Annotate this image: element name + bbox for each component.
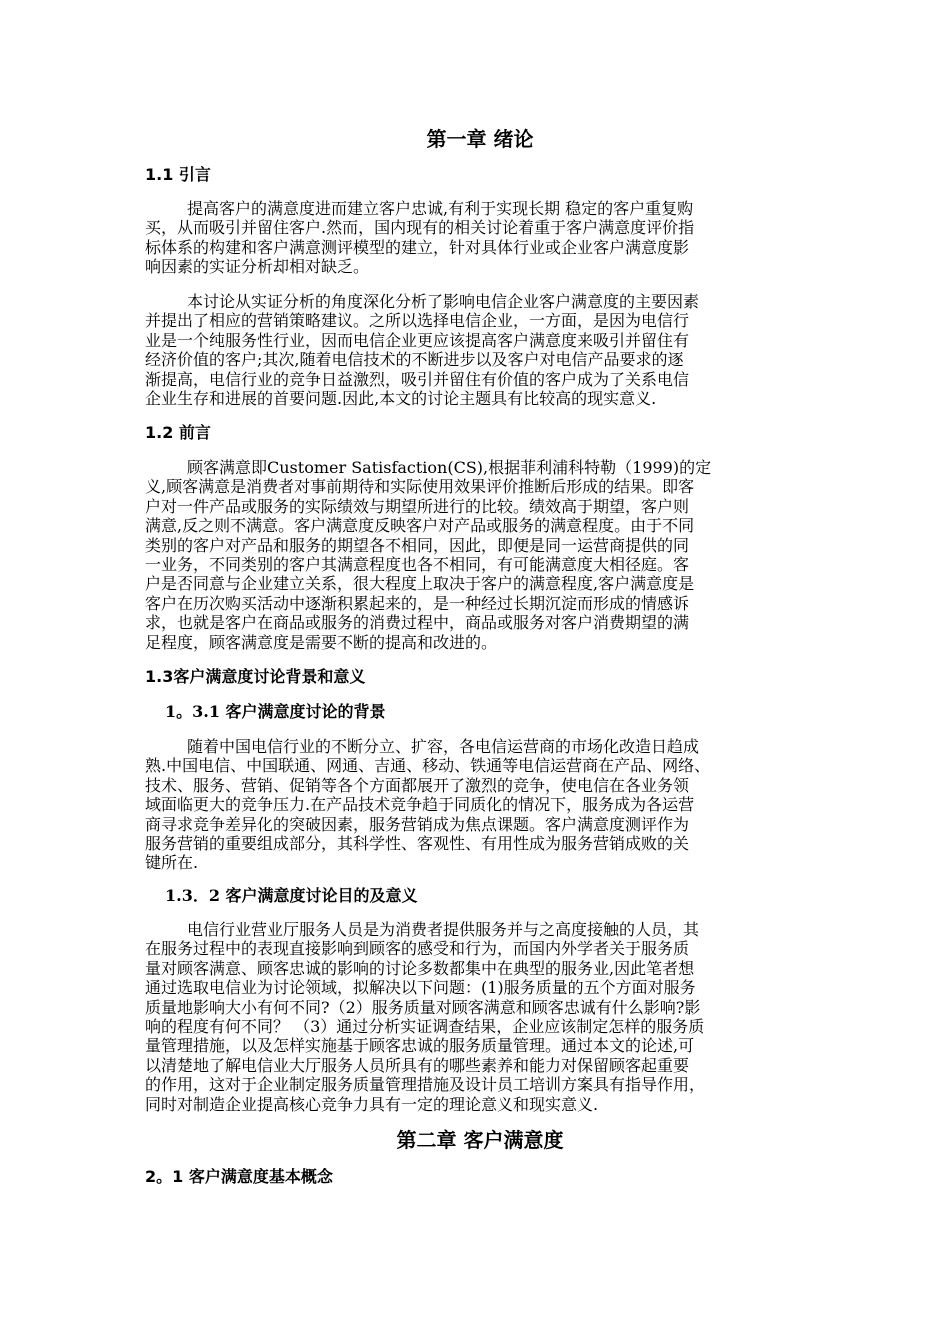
text-line: 户是否同意与企业建立关系，很大程度上取决于客户的满意程度,客户满意度是 [145, 574, 695, 594]
text-line: 企业生存和进展的首要问题.因此,本文的讨论主题具有比较高的现实意义. [145, 389, 657, 409]
section-1-1-heading: 1.1 引言 [145, 165, 211, 184]
section-2-1-heading: 2。1 客户满意度基本概念 [145, 1167, 333, 1186]
text-line: 响因素的实证分析却相对缺乏。 [145, 257, 370, 277]
text-line: 足程度，顾客满意度是需要不断的提高和改进的。 [145, 632, 498, 652]
text-line: 量管理措施，以及怎样实施基于顾客忠诚的服务质量管理。通过本文的论述,可 [145, 1036, 695, 1056]
section-1-2-paragraph-1 [145, 458, 815, 652]
text-line: 标体系的构建和客户满意测评模型的建立，针对具体行业或企业客户满意度影 [145, 237, 690, 257]
text-line: 量对顾客满意、顾客忠诚的影响的讨论多数都集中在典型的服务业,因此笔者想 [145, 958, 695, 978]
text-line: 满意,反之则不满意。客户满意度反映客户对产品或服务的满意程度。由于不同 [145, 516, 695, 536]
section-1-3-1-heading: 1。3.1 客户满意度讨论的背景 [165, 702, 386, 721]
section-1-1-paragraph-2 [145, 292, 815, 408]
text-line: 义,顾客满意是消费者对事前期待和实际使用效果评价推断后形成的结果。即客 [145, 477, 695, 497]
text-line: 类别的客户对产品和服务的期望各不相同，因此，即便是同一运营商提供的同 [145, 535, 690, 555]
section-1-3-2-paragraph-1 [145, 920, 815, 1114]
text-line: 以清楚地了解电信业大厅服务人员所具有的哪些素养和能力对保留顾客起重要 [145, 1055, 690, 1075]
section-1-2-heading: 1.2 前言 [145, 423, 211, 442]
text-line: 在服务过程中的表现直接影响到顾客的感受和行为，而国内外学者关于服务质 [145, 939, 690, 959]
text-line: 提高客户的满意度进而建立客户忠诚,有利于实现长期 稳定的客户重复购 [187, 199, 694, 218]
text-line: 的作用，这对于企业制定服务质量管理措施及设计员工培训方案具有指导作用， [145, 1075, 706, 1095]
text-line: 并提出了相应的营销策略建议。之所以选择电信企业，一方面，是因为电信行 [145, 311, 690, 331]
text-line: 求，也就是客户在商品或服务的消费过程中，商品或服务对客户消费期望的满 [145, 613, 690, 633]
text-line: 商寻求竞争差异化的突破因素，服务营销成为焦点课题。客户满意度测评作为 [145, 814, 690, 834]
text-line: 质量地影响大小有何不同?（2）服务质量对顾客满意和顾客忠诚有什么影响?影 [145, 997, 701, 1017]
text-line: 渐提高，电信行业的竞争日益激烈，吸引并留住有价值的客户成为了关系电信 [145, 369, 690, 389]
section-1-1-paragraph-1 [145, 199, 815, 277]
text-line: 买，从而吸引并留住客户.然而，国内现有的相关讨论着重于客户满意度评价指 [145, 218, 695, 238]
chapter-1-title: 第一章 绪论 [426, 127, 534, 151]
text-line: 熟.中国电信、中国联通、网通、吉通、移动、铁通等电信运营商在产品、网络、 [145, 756, 711, 776]
text-line: 经济价值的客户;其次,随着电信技术的不断进步以及客户对电信产品要求的逐 [145, 350, 684, 370]
text-line: 响的程度有何不同？ （3）通过分析实证调查结果，企业应该制定怎样的服务质 [145, 1017, 705, 1037]
text-line: 域面临更大的竞争压力.在产品技术竞争趋于同质化的情况下，服务成为各运营 [145, 795, 695, 815]
text-line: 随着中国电信行业的不断分立、扩容，各电信运营商的市场化改造日趋成 [187, 737, 700, 756]
chapter-2-title: 第二章 客户满意度 [396, 1128, 564, 1152]
text-line: 通过选取电信业为讨论领域，拟解决以下问题：(1)服务质量的五个方面对服务 [145, 978, 696, 998]
section-1-3-1-paragraph-1 [145, 737, 815, 873]
text-line: 顾客满意即Customer Satisfaction(CS),根据菲利浦科特勒（1999)的定 [187, 458, 712, 477]
text-line: 业是一个纯服务性行业，因而电信企业更应该提高客户满意度来吸引并留住有 [145, 330, 690, 350]
text-line: 本讨论从实证分析的角度深化分析了影响电信企业客户满意度的主要因素 [187, 292, 700, 311]
text-line: 键所在. [145, 853, 199, 873]
text-line: 一业务，不同类别的客户其满意程度也各不相同，有可能满意度大相径庭。客 [145, 555, 690, 575]
section-1-3-2-heading: 1.3．2 客户满意度讨论目的及意义 [165, 886, 418, 905]
section-1-3-heading: 1.3客户满意度讨论背景和意义 [145, 667, 366, 686]
text-line: 客户在历次购买活动中逐渐积累起来的，是一种经过长期沉淀而形成的情感诉 [145, 593, 690, 613]
text-line: 户对一件产品或服务的实际绩效与期望所进行的比较。绩效高于期望，客户则 [145, 496, 690, 516]
text-line: 电信行业营业厅服务人员是为消费者提供服务并与之高度接触的人员，其 [187, 920, 700, 939]
text-line: 服务营销的重要组成部分，其科学性、客观性、有用性成为服务营销成败的关 [145, 834, 690, 854]
text-line: 技术、服务、营销、促销等各个方面都展开了激烈的竞争，使电信在各业务领 [145, 775, 690, 795]
text-line: 同时对制造企业提高核心竞争力具有一定的理论意义和现实意义. [145, 1094, 599, 1114]
